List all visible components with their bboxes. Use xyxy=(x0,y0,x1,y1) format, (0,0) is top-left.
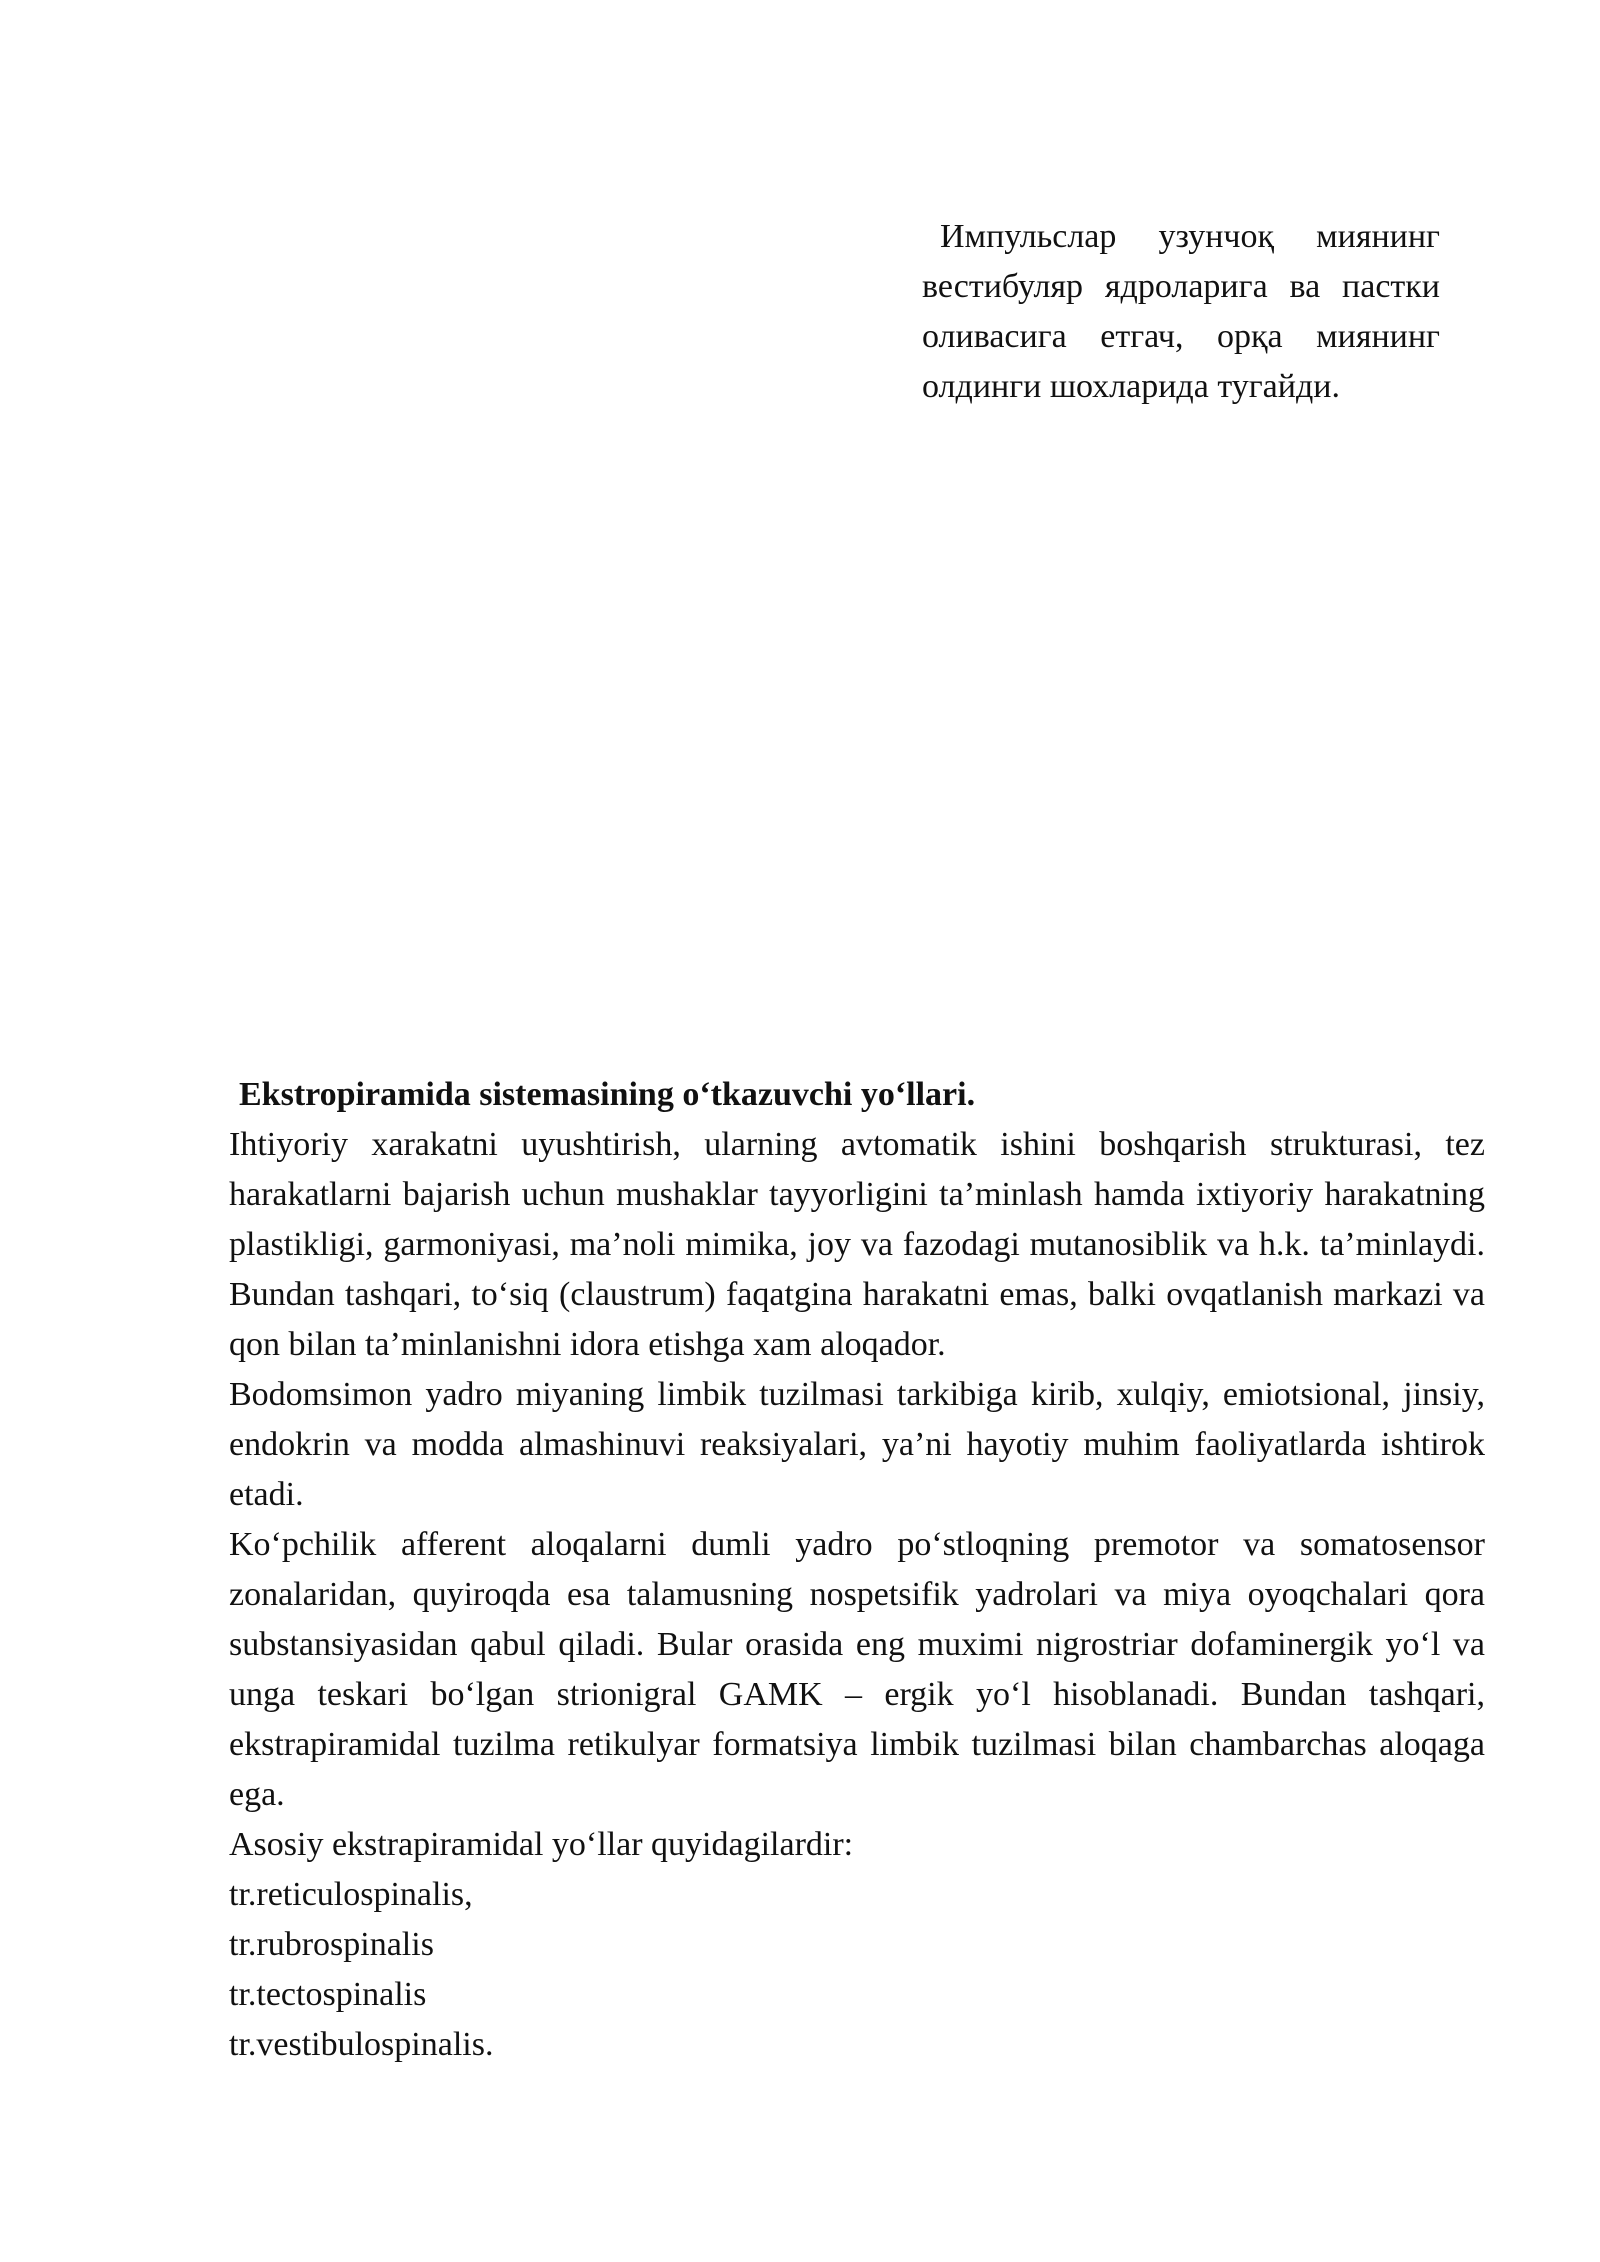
tract-item: tr.tectospinalis xyxy=(229,1976,427,2013)
top-note-paragraph: Импульслар узунчоқ миянинг вестибуляр ядроларига ва пастки оливасига етгач, орқа миянинг олдинги шохларида тугайди. xyxy=(922,218,1440,405)
tract-item: tr.vestibulospinalis. xyxy=(229,2026,494,2063)
tract-item: tr.reticulospinalis, xyxy=(229,1876,473,1913)
tract-item: tr.rubrospinalis xyxy=(229,1926,434,1963)
paragraph-1: Ihtiyoriy xarakatni uyushtirish, ularning avtomatik ishini boshqarish strukturasi, tez harakatlarni bajarish uchun mushaklar tayyorligini ta’minlash hamda ixtiyoriy harakatning plastikligi, garmoniyasi, ma’noli mimika, joy va fazodagi mutanosiblik va h.k. ta’minlaydi. Bundan tashqari, to‘siq (claustrum) faqatgina harakatni emas, balki ovqatlanish markazi va qon bilan ta’minlanishni idora etishga xam aloqador. xyxy=(229,1126,1485,1363)
section-heading: Ekstropiramida sistemasining o‘tkazuvchi yo‘llari. xyxy=(239,1076,976,1113)
main-section xyxy=(229,1070,1485,2070)
paragraph-4: Asosiy ekstrapiramidal yo‘llar quyidagilardir: xyxy=(229,1826,854,1863)
tract-list xyxy=(229,1870,1485,2070)
paragraph-2: Bodomsimon yadro miyaning limbik tuzilmasi tarkibiga kirib, xulqiy, emiotsional, jinsiy, endokrin va modda almashinuvi reaksiyalari, ya’ni hayotiy muhim faoliyatlarda ishtirok etadi. xyxy=(229,1376,1485,1513)
paragraph-3: Ko‘pchilik afferent aloqalarni dumli yadro po‘stloqning premotor va somatosensor zonalaridan, quyiroqda esa talamusning nospetsifik yadrolari va miya oyoqchalari qora substansiyasidan qabul qiladi. Bular orasida eng muximi nigrostriar dofaminergik yo‘l va unga teskari bo‘lgan strionigral GAMK – ergik yo‘l hisoblanadi. Bundan tashqari, ekstrapiramidal tuzilma retikulyar formatsiya limbik tuzilmasi bilan chambarchas aloqaga ega. xyxy=(229,1526,1485,1813)
